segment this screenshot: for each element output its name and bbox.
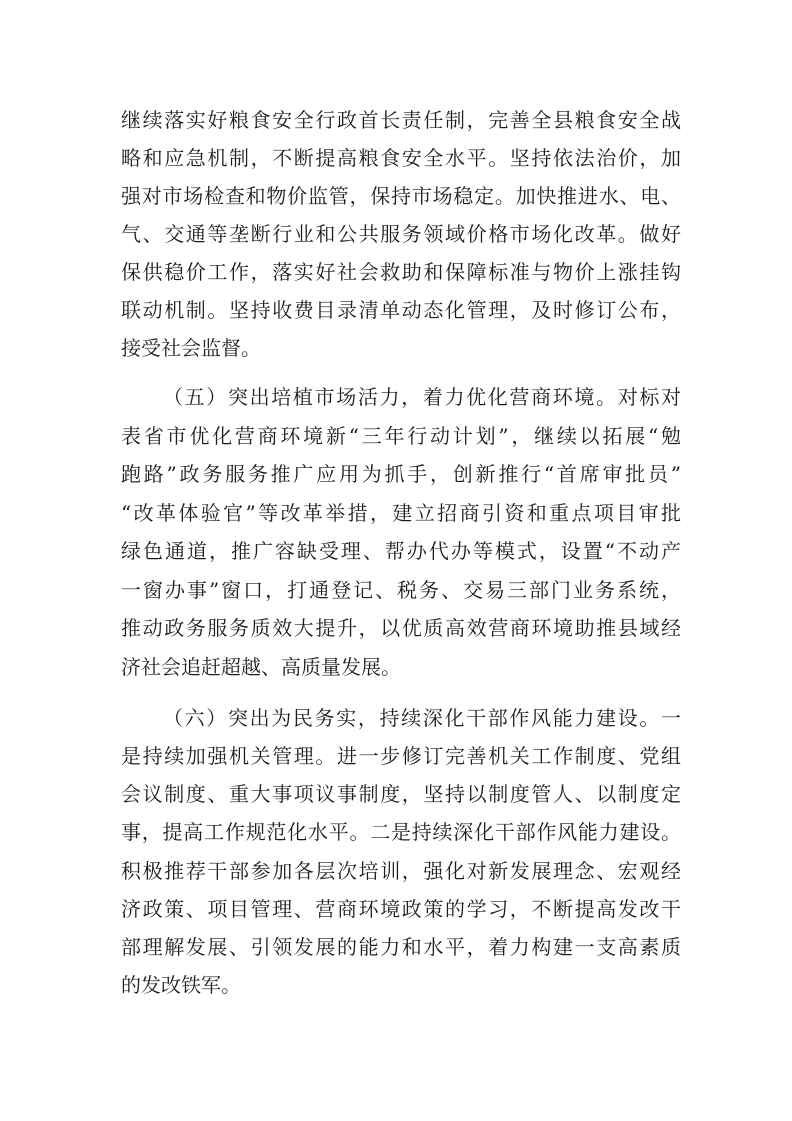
text-line: 联动机制。坚持收费目录清单动态化管理，及时修订公布， [121,298,681,322]
text-line: 积极推荐干部参加各层次培训，强化对新发展理念、宏观经 [121,859,681,883]
text-line: 保供稳价工作，落实好社会救助和保障标准与物价上涨挂钩 [121,260,681,284]
text-line: 继续落实好粮食安全行政首长责任制，完善全县粮食安全战 [121,108,681,132]
text-line: 济社会追赶超越、高质量发展。 [121,655,401,679]
text-line: 会议制度、重大事项议事制度，坚持以制度管人、以制度定 [121,782,681,806]
text-line: 表省市优化营商环境新“三年行动计划”，继续以拓展“勉 [121,424,681,448]
text-line: 绿色通道，推广容缺受理、帮办代办等模式，设置“不动产 [121,539,681,563]
text-line: 推动政务服务质效大提升，以优质高效营商环境助推县域经 [121,616,681,640]
text-line: 气、交通等垄断行业和公共服务领域价格市场化改革。做好 [121,222,681,246]
text-line: （五）突出培植市场活力，着力优化营商环境。对标对 [163,385,681,409]
text-line: “改革体验官”等改革举措，建立招商引资和重点项目审批 [121,501,681,525]
text-line: 接受社会监督。 [121,336,261,360]
text-line: 是持续加强机关管理。进一步修订完善机关工作制度、党组 [121,744,681,768]
text-line: 一窗办事”窗口，打通登记、税务、交易三部门业务系统， [121,578,681,602]
text-line: 事，提高工作规范化水平。二是持续深化干部作风能力建设。 [121,820,681,844]
text-line: 部理解发展、引领发展的能力和水平，着力构建一支高素质 [121,935,681,959]
text-line: 的发改铁军。 [121,973,241,997]
text-line: 跑路”政务服务推广应用为抓手，创新推行“首席审批员” [121,462,681,486]
text-line: 略和应急机制，不断提高粮食安全水平。坚持依法治价，加 [121,146,681,170]
text-line: 强对市场检查和物价监管，保持市场稳定。加快推进水、电、 [121,184,681,208]
text-line: （六）突出为民务实，持续深化干部作风能力建设。一 [163,706,681,730]
text-line: 济政策、项目管理、营商环境政策的学习，不断提高发改干 [121,897,681,921]
